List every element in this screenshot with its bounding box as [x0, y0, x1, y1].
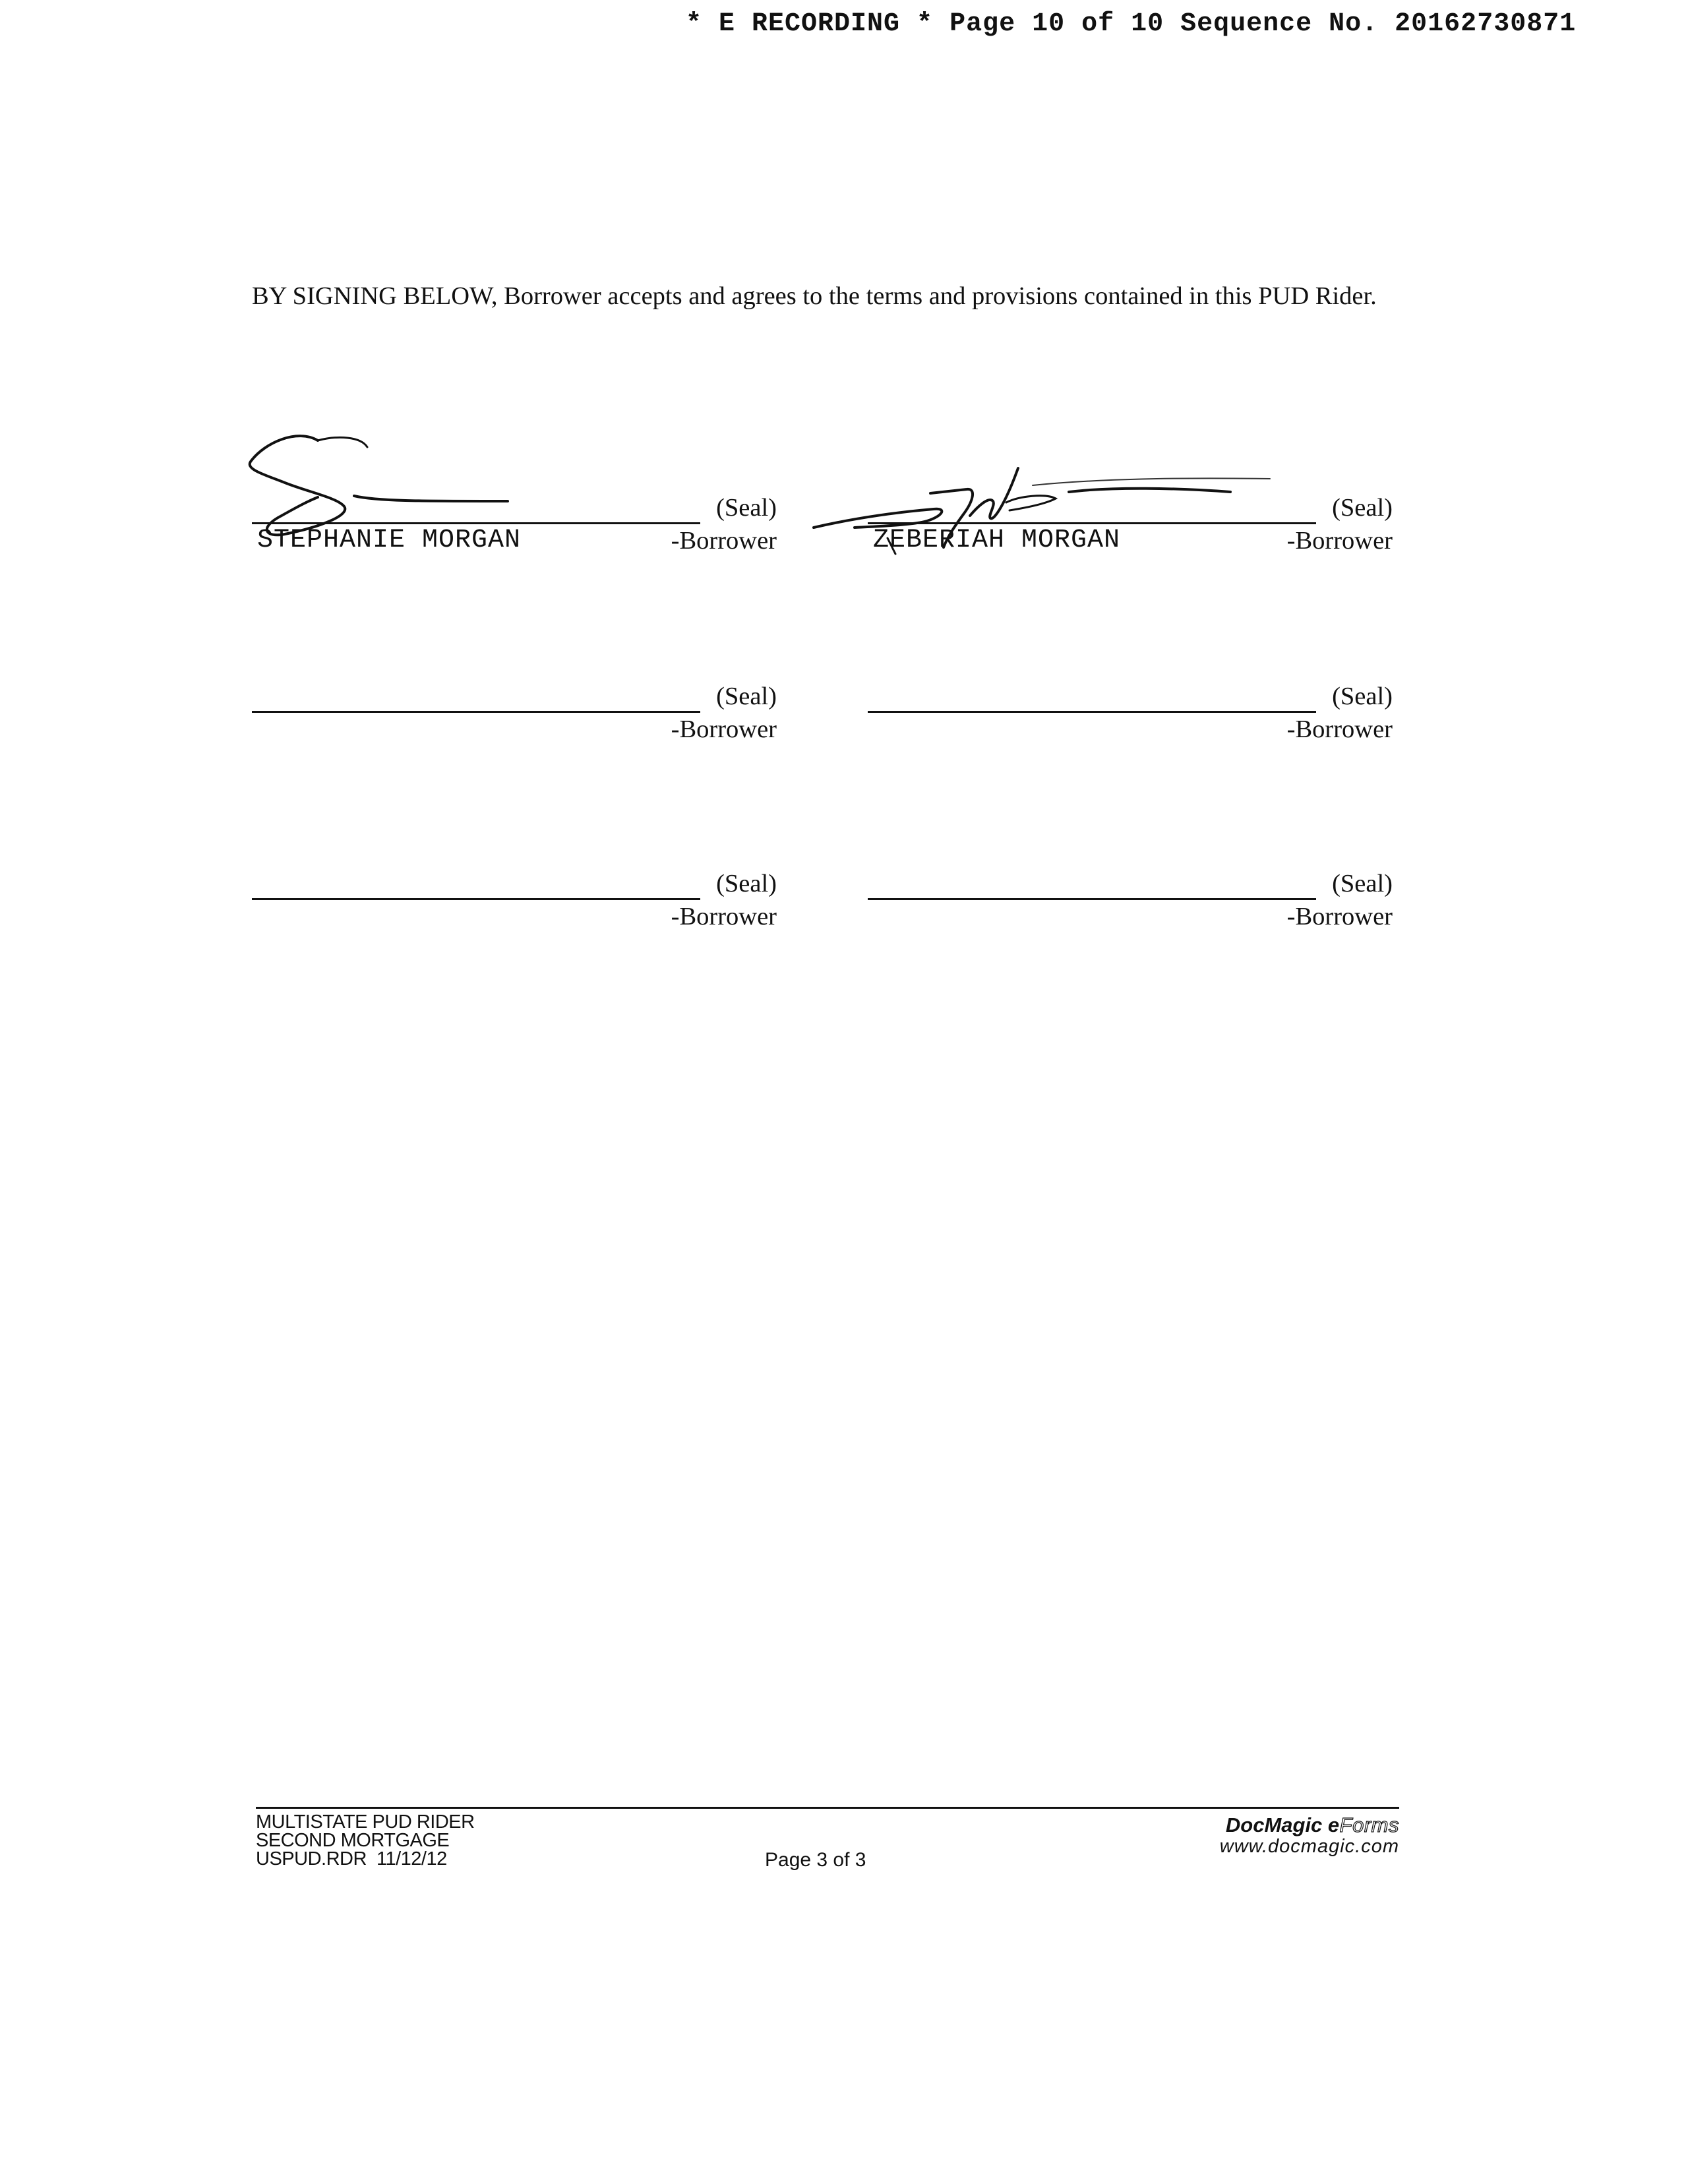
brand-name: DocMagic [1225, 1813, 1323, 1836]
brand-product [1328, 1813, 1399, 1836]
signature-line [252, 898, 700, 900]
brand-product-rest: Forms [1339, 1813, 1399, 1836]
signature-block-borrower-4 [868, 682, 1395, 749]
signature-line [252, 522, 700, 524]
borrower-role-label: -Borrower [671, 903, 777, 930]
form-code: USPUD.RDR 11/12/12 [256, 1848, 447, 1869]
recording-header: * E RECORDING * Page 10 of 10 Sequence No. 20162730871 [686, 9, 1577, 39]
signer-name: STEPHANIE MORGAN [257, 526, 522, 555]
form-title: MULTISTATE PUD RIDER [256, 1811, 475, 1833]
signature-line [868, 898, 1316, 900]
footer-divider [256, 1807, 1399, 1809]
form-subtitle: SECOND MORTGAGE [256, 1830, 450, 1851]
signature-line [868, 711, 1316, 713]
signature-block-borrower-2 [868, 494, 1395, 561]
seal-label: (Seal) [1332, 870, 1393, 897]
seal-label: (Seal) [1332, 494, 1393, 522]
signature-block-borrower-3 [252, 682, 779, 749]
seal-label: (Seal) [716, 494, 777, 522]
acceptance-statement: BY SIGNING BELOW, Borrower accepts and agrees to the terms and provisions contained in this PUD Rider. [252, 282, 1377, 310]
borrower-role-label: -Borrower [1286, 527, 1393, 555]
page-number: Page 3 of 3 [765, 1849, 866, 1871]
seal-label: (Seal) [716, 682, 777, 710]
borrower-role-label: -Borrower [1286, 715, 1393, 743]
form-identification [256, 1813, 475, 1868]
vendor-website: www.docmagic.com [1219, 1836, 1399, 1857]
signature-block-borrower-1 [252, 494, 779, 561]
docmagic-logo [1220, 1814, 1399, 1836]
borrower-role-label: -Borrower [1286, 903, 1393, 930]
seal-label: (Seal) [716, 870, 777, 897]
signature-block-borrower-6 [868, 870, 1395, 936]
signature-line [868, 522, 1316, 524]
seal-label: (Seal) [1332, 682, 1393, 710]
signature-line [252, 711, 700, 713]
borrower-role-label: -Borrower [671, 715, 777, 743]
signer-name: ZEBERIAH MORGAN [873, 526, 1121, 555]
brand-product-initial: e [1327, 1813, 1340, 1836]
borrower-role-label: -Borrower [671, 527, 777, 555]
signature-block-borrower-5 [252, 870, 779, 936]
vendor-branding [1220, 1814, 1399, 1856]
